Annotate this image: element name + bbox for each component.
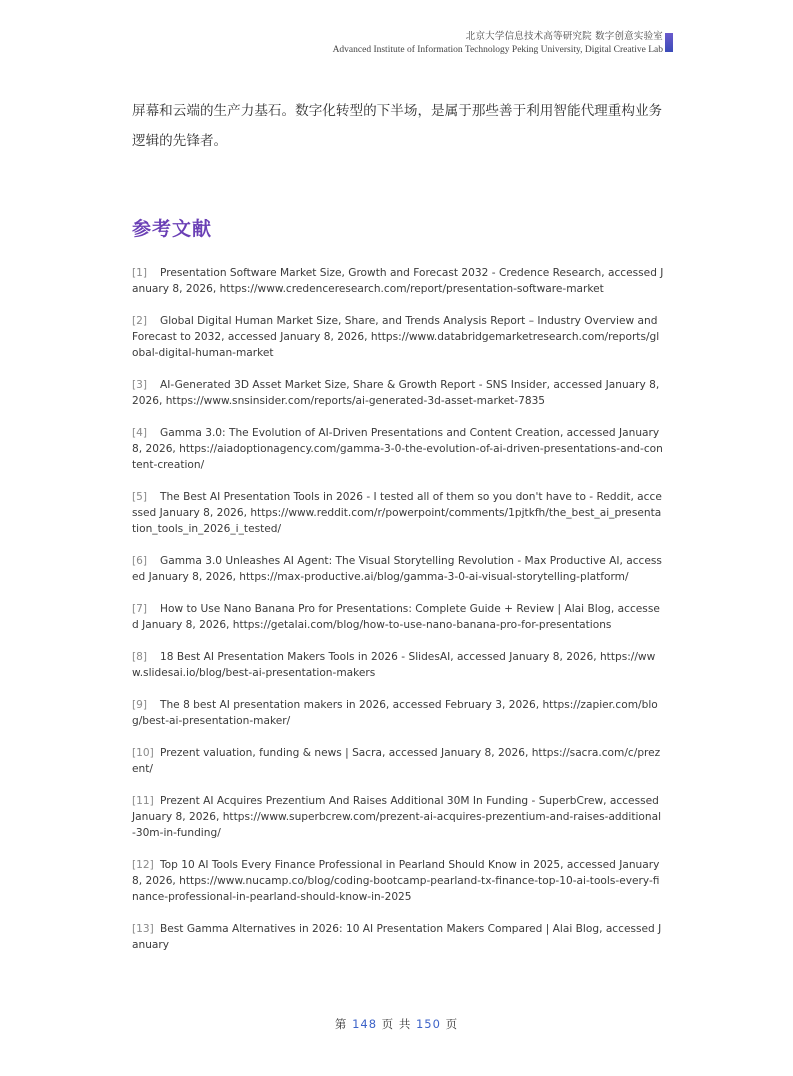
reference-number: [4] bbox=[132, 427, 148, 439]
reference-text: Gamma 3.0: The Evolution of AI-Driven Presentations and Content Creation, accessed January 8, 2026, https://aiadoptionagency.com/gamma-3-0-the-evolution-of-ai-driven-presentations-and-content-creation/ bbox=[132, 427, 663, 471]
reference-text: 18 Best AI Presentation Makers Tools in 2026 - SlidesAI, accessed January 8, 2026, https://www.slidesai.io/blog/best-ai-presentation-makers bbox=[132, 651, 656, 679]
references-list bbox=[132, 265, 664, 969]
reference-text: AI-Generated 3D Asset Market Size, Share & Growth Report - SNS Insider, accessed January 8, 2026, https://www.snsinsider.com/reports/ai-generated-3d-asset-market-7835 bbox=[132, 379, 660, 407]
reference-text: Best Gamma Alternatives in 2026: 10 AI Presentation Makers Compared | Alai Blog, accessed January bbox=[132, 923, 662, 951]
reference-text: Prezent valuation, funding & news | Sacra, accessed January 8, 2026, https://sacra.com/c/prezent/ bbox=[132, 747, 661, 775]
references-title: 参考文献 bbox=[132, 218, 213, 240]
reference-number: [9] bbox=[132, 699, 148, 711]
page-header bbox=[333, 30, 663, 57]
reference-number: [1] bbox=[132, 267, 148, 279]
reference-number: [8] bbox=[132, 651, 148, 663]
reference-number: [2] bbox=[132, 315, 148, 327]
reference-text: Presentation Software Market Size, Growth and Forecast 2032 - Credence Research, accessed January 8, 2026, https://www.credenceresearch.com/report/presentation-software-market bbox=[132, 267, 664, 295]
current-page-number: 148 bbox=[352, 1017, 378, 1031]
reference-item bbox=[132, 745, 664, 777]
reference-number: [5] bbox=[132, 491, 148, 503]
header-institution-en: Advanced Institute of Information Technology Peking University, Digital Creative Lab bbox=[332, 45, 663, 55]
reference-item bbox=[132, 425, 664, 473]
reference-item bbox=[132, 313, 664, 361]
header-institution-cn: 北京大学信息技术高等研究院 数字创意实验室 bbox=[465, 31, 663, 42]
reference-text: The 8 best AI presentation makers in 2026, accessed February 3, 2026, https://zapier.com/blog/best-ai-presentation-maker/ bbox=[132, 699, 658, 727]
reference-number: [6] bbox=[132, 555, 148, 567]
reference-item bbox=[132, 793, 664, 841]
reference-item bbox=[132, 857, 664, 905]
reference-item bbox=[132, 697, 664, 729]
reference-number: [7] bbox=[132, 603, 148, 615]
reference-text: Gamma 3.0 Unleashes AI Agent: The Visual Storytelling Revolution - Max Productive AI, accessed January 8, 2026, https://max-productive.ai/blog/gamma-3-0-ai-visual-storytelling-platform/ bbox=[132, 555, 662, 583]
reference-number: [10] bbox=[132, 747, 154, 759]
footer-prefix: 第 bbox=[334, 1017, 348, 1031]
reference-item bbox=[132, 377, 664, 409]
reference-number: [12] bbox=[132, 859, 154, 871]
intro-paragraph: 屏幕和云端的生产力基石。数字化转型的下半场，是属于那些善于利用智能代理重构业务逻辑的先锋者。 bbox=[132, 103, 663, 149]
reference-text: Prezent AI Acquires Prezentium And Raises Additional 30M In Funding - SuperbCrew, accessed January 8, 2026, https://www.superbcrew.com/prezent-ai-acquires-prezentium-and-raises-additional-30m-in-funding/ bbox=[132, 795, 662, 839]
reference-text: Global Digital Human Market Size, Share, and Trends Analysis Report – Industry Overview and Forecast to 2032, accessed January 8, 2026, https://www.databridgemarketresearch.com/reports/global-digital-human-market bbox=[132, 315, 660, 359]
total-page-number: 150 bbox=[415, 1017, 441, 1031]
reference-text: Top 10 AI Tools Every Finance Professional in Pearland Should Know in 2025, accessed January 8, 2026, https://www.nucamp.co/blog/coding-bootcamp-pearland-tx-finance-top-10-ai-tools-every-finance-professional-in-pearland-should-know-in-2025 bbox=[132, 859, 660, 903]
reference-number: [11] bbox=[132, 795, 154, 807]
reference-item bbox=[132, 553, 664, 585]
header-accent-bar bbox=[665, 33, 673, 52]
reference-item bbox=[132, 265, 664, 297]
reference-number: [3] bbox=[132, 379, 148, 391]
reference-number: [13] bbox=[132, 923, 154, 935]
footer-suffix: 页 bbox=[445, 1017, 459, 1031]
reference-text: The Best AI Presentation Tools in 2026 - I tested all of them so you don't have to - Reddit, accessed January 8, 2026, https://www.reddit.com/r/powerpoint/comments/1pjtkfh/the_best_ai_presentation_tools_in_2026_i_tested/ bbox=[132, 491, 662, 535]
footer-middle: 页 共 bbox=[381, 1017, 412, 1031]
page-footer bbox=[0, 1016, 793, 1032]
reference-text: How to Use Nano Banana Pro for Presentations: Complete Guide + Review | Alai Blog, accessed January 8, 2026, https://getalai.com/blog/how-to-use-nano-banana-pro-for-presentations bbox=[132, 603, 660, 631]
reference-item bbox=[132, 489, 664, 537]
reference-item bbox=[132, 649, 664, 681]
reference-item bbox=[132, 601, 664, 633]
reference-item bbox=[132, 921, 664, 953]
